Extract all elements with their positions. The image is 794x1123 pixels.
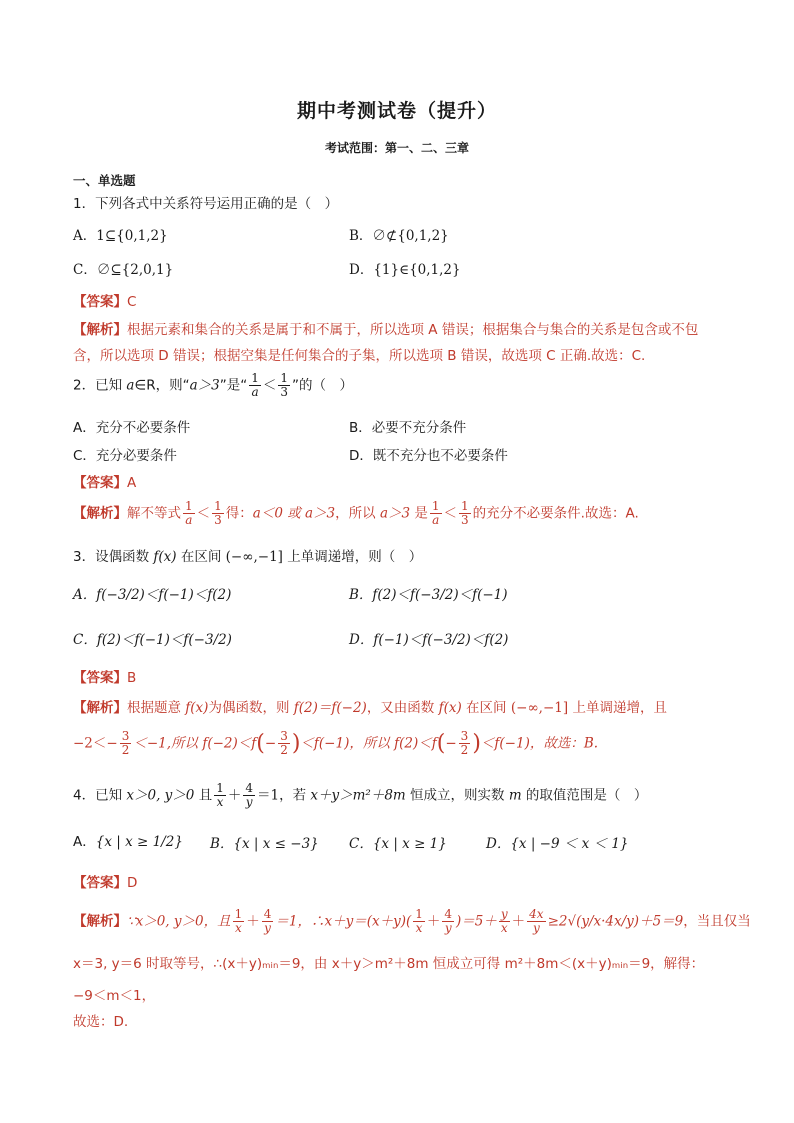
stem-text: 恒成立，则实数 — [405, 787, 509, 804]
fraction: $\frac{1}{a}$ — [185, 499, 193, 527]
analysis-text: 是 — [410, 505, 428, 522]
stem-text: ∈R，则“ — [134, 377, 190, 394]
q3-stem — [73, 545, 422, 565]
stem-text: 的取值范围是（ ） — [521, 787, 648, 804]
stem-var: a — [126, 377, 135, 394]
answer-tag: 【答案】 — [73, 475, 127, 491]
analysis-text: 的充分不必要条件.故选：A. — [472, 505, 639, 522]
q3-answer — [73, 666, 136, 686]
fraction: $\frac{4}{y}$ — [245, 781, 253, 809]
analysis-math: f(x) — [185, 700, 209, 716]
fraction: $\frac{y}{x}$ — [500, 907, 508, 935]
fraction: $\frac{3}{2}$ — [121, 729, 130, 757]
fraction: $\frac{3}{2}$ — [460, 729, 469, 757]
analysis-math: a＜0 或 a＞3 — [252, 505, 336, 522]
answer-value: A — [127, 475, 137, 491]
q1-stem: 1．下列各式中关系符号运用正确的是（ ） — [73, 196, 339, 212]
stem-math: f(x) — [153, 549, 177, 565]
q4-analysis-line4: 故选：D. — [73, 1014, 129, 1030]
q3-option-d: D．f(−1)＜f(−3/2)＜f(2) — [349, 632, 509, 648]
q2-analysis: 【解析】解不等式 $\frac{1}{a}$ ＜ $\frac{1}{3}$ 得：a＜0 或 a＞3，所以 a＞3 是 $\frac{1}{a}$ ＜ $\frac{1}{3}$ 的充分不必要条件.故选：A. — [73, 499, 639, 527]
analysis-tag: 【解析】 — [73, 700, 127, 716]
analysis-math: a＞3 — [379, 505, 411, 522]
q2-option-c: C．充分必要条件 — [73, 448, 177, 464]
answer-value: D — [127, 875, 138, 891]
section-heading: 一、单选题 — [73, 173, 136, 188]
stem-text: 且 — [194, 787, 213, 804]
stem-math: ＝1 — [256, 787, 280, 804]
q3-option-b: B．f(2)＜f(−3/2)＜f(−1) — [349, 587, 508, 603]
q2-stem: 2．已知 a∈R，则“a＞3”是“ $\frac{1}{a}$ ＜ $\frac{1}{3}$ ”的（ ） — [73, 371, 354, 399]
q4-stem: 4．已知 x＞0, y＞0 且 $\frac{1}{x}$ ＋ $\frac{4}{y}$ ＝1，若 x＋y＞m²＋8m 恒成立，则实数 m 的取值范围是（ ） — [73, 781, 648, 809]
q4-answer — [73, 871, 137, 891]
analysis-text: 上单调递增，且 — [568, 700, 667, 716]
fraction: $\frac{1}{3}$ — [461, 499, 469, 527]
analysis-text: ，当且仅当 — [683, 913, 751, 930]
stem-text: ，若 — [279, 787, 311, 804]
analysis-tag: 【解析】 — [73, 322, 127, 338]
analysis-math: ＜−1,所以 f(−2)＜f — [133, 735, 257, 752]
analysis-math: ≥2√(y/x·4x/y)＋5＝9 — [547, 913, 684, 930]
q1-option-d: D．{1}∈{0,1,2} — [349, 262, 461, 278]
analysis-text: 在区间 — [461, 700, 511, 716]
analysis-math: f(x) — [438, 700, 462, 716]
analysis-math: f(2)＝f(−2) — [293, 700, 367, 716]
stem-text: ”是“ — [219, 377, 248, 394]
analysis-text: ，所以 — [335, 505, 380, 522]
q4-analysis-line3: −9＜m＜1， — [73, 988, 156, 1004]
q4-option-d: D．{x | −9 ＜ x ＜ 1} — [486, 836, 629, 852]
q1-answer — [73, 290, 136, 310]
stem-math: x＞0, y＞0 — [126, 787, 195, 804]
analysis-text: 解不等式 — [127, 505, 181, 522]
q1-option-a: A．1⊆{0,1,2} — [73, 228, 168, 244]
answer-value: C — [127, 294, 137, 310]
analysis-tag: 【解析】 — [73, 913, 127, 930]
q2-answer — [73, 471, 136, 491]
page-title: 期中考测试卷（提升） — [296, 100, 497, 122]
stem-math: (−∞,−1] — [225, 549, 283, 565]
q4-option-a — [73, 830, 183, 850]
fraction: $\frac{3}{2}$ — [280, 729, 288, 757]
q3-option-c: C．f(2)＜f(−1)＜f(−3/2) — [73, 632, 232, 648]
fraction: $\frac{1}{x}$ — [415, 907, 423, 935]
analysis-math: (−∞,−1] — [510, 700, 569, 716]
stem-text: ”的（ ） — [292, 377, 354, 394]
q3-analysis-line1 — [73, 696, 667, 716]
answer-tag: 【答案】 — [73, 670, 127, 686]
stem-math: a＞3 — [189, 377, 220, 394]
analysis-math: ＋ — [511, 913, 526, 930]
fraction: $\frac{4}{y}$ — [444, 907, 453, 935]
exam-scope: 考试范围：第一、二、三章 — [324, 141, 469, 155]
analysis-math: ＜f(−1)，故选：B. — [480, 735, 599, 752]
fraction: $\frac{1}{x}$ — [216, 781, 224, 809]
q4-option-b: B．{x | x ≤ −3} — [210, 836, 319, 852]
analysis-math: ＜f(−1)，所以 f(2)＜f — [300, 735, 437, 752]
analysis-text: 得： — [225, 505, 253, 522]
q2-option-b: B．必要不充分条件 — [349, 420, 467, 436]
stem-text: 上单调递增，则（ ） — [282, 549, 423, 565]
analysis-text: 为偶函数，则 — [208, 700, 294, 716]
q2-option-d: D．既不充分也不必要条件 — [349, 448, 508, 464]
analysis-text: 根据题意 — [127, 700, 186, 716]
stem-var: m — [508, 787, 522, 804]
analysis-tag: 【解析】 — [73, 505, 127, 522]
option-label: A． — [73, 834, 96, 850]
analysis-math: −2＜− — [73, 735, 118, 752]
q1-analysis-line1 — [73, 318, 698, 338]
stem-math: x＋y＞m²＋8m — [310, 787, 406, 804]
q4-analysis-line2: x＝3, y＝6 时取等号，∴(x＋y)ₘᵢₙ＝9，由 x＋y＞m²＋8m 恒成立可得 m²＋8m＜(x＋y)ₘᵢₙ＝9，解得： — [73, 956, 705, 972]
q2-option-a: A．充分不必要条件 — [73, 420, 191, 436]
fraction: $\frac{4x}{y}$ — [529, 907, 544, 935]
fraction: $\frac{1}{x}$ — [234, 907, 243, 935]
q4-analysis-line1: 【解析】∵x＞0, y＞0，且 $\frac{1}{x}$ ＋ $\frac{4}{y}$ ＝1，∴x＋y＝(x＋y)( $\frac{1}{x}$ ＋ $\frac{4}{y}$ )＝5＋ $\frac{y}{x}$ ＋ $\frac{4x}{y}$ ≥2√(y/x·4x/y)＋5＝9，当且仅当 — [73, 907, 751, 935]
analysis-math: ＝1，∴x＋y＝(x＋y)( — [275, 913, 412, 930]
q4-option-c: C．{x | x ≥ 1} — [349, 836, 447, 852]
q1-option-c: C．∅⊆{2,0,1} — [73, 262, 174, 278]
answer-tag: 【答案】 — [73, 875, 127, 891]
fraction: $\frac{4}{y}$ — [263, 907, 272, 935]
fraction: $\frac{1}{a}$ — [251, 371, 259, 399]
option-math: {x | x ≥ 1/2} — [95, 834, 183, 850]
fraction: $\frac{1}{3}$ — [280, 371, 289, 399]
fraction: $\frac{1}{3}$ — [214, 499, 222, 527]
q1-option-b: B．∅⊄{0,1,2} — [349, 228, 449, 244]
stem-text: 4．已知 — [73, 787, 127, 804]
analysis-text: 根据元素和集合的关系是属于和不属于，所以选项 A 错误；根据集合与集合的关系是包含或不包 — [127, 322, 699, 338]
analysis-math: )＝5＋ — [456, 913, 497, 930]
answer-tag: 【答案】 — [73, 294, 127, 310]
q3-analysis-line2: −2＜− $\frac{3}{2}$ ＜−1,所以 f(−2)＜f(− $\frac{3}{2}$ )＜f(−1)，所以 f(2)＜f(− $\frac{3}{2}$ )＜f(−1)，故选：B. — [73, 729, 599, 757]
stem-text: 3．设偶函数 — [73, 549, 154, 565]
q3-option-a: A．f(−3/2)＜f(−1)＜f(2) — [73, 587, 232, 603]
analysis-text: ，又由函数 — [366, 700, 439, 716]
analysis-math: ∵x＞0, y＞0，且 — [127, 913, 231, 930]
fraction: $\frac{1}{a}$ — [431, 499, 440, 527]
stem-text: 2．已知 — [73, 377, 127, 394]
stem-text: 在区间 — [176, 549, 226, 565]
answer-value: B — [127, 670, 137, 686]
q1-analysis-line2: 含，所以选项 D 错误；根据空集是任何集合的子集，所以选项 B 错误，故选项 C 正确.故选：C. — [73, 348, 646, 364]
